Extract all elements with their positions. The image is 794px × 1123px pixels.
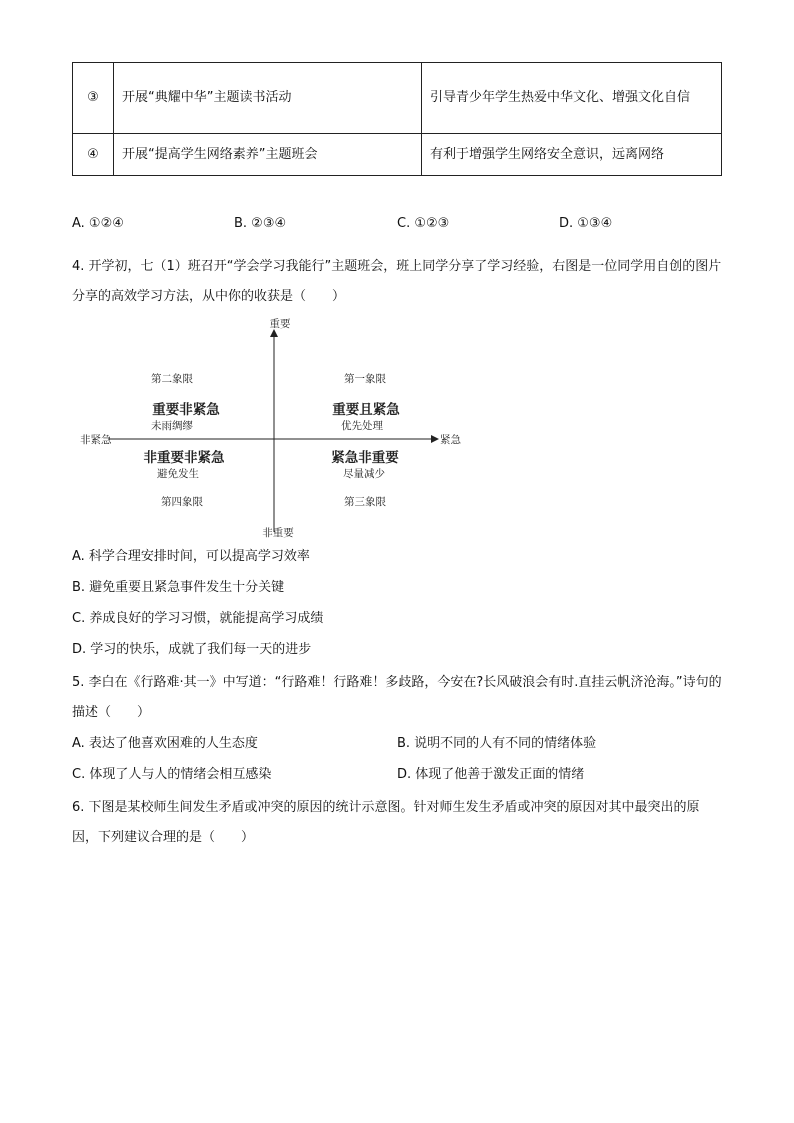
- q4-option-a[interactable]: A. 科学合理安排时间，可以提高学习效率: [72, 549, 310, 564]
- activity-table: [72, 62, 722, 176]
- q4-stem: 4. 开学初，七（1）班召开“学会学习我能行”主题班会，班上同学分享了学习经验，右图是一位同学用自创的图片分享的高效学习方法，从中你的收获是（ ）: [72, 259, 722, 304]
- row-number: ③: [73, 63, 114, 134]
- axis-label-right: 紧急: [440, 434, 461, 446]
- option-c[interactable]: C. ①②③: [397, 216, 450, 231]
- quadrant-1-name: 第一象限: [344, 373, 386, 385]
- axis-label-left: 非紧急: [80, 434, 112, 446]
- q4-option-d[interactable]: D. 学习的快乐，成就了我们每一天的进步: [72, 642, 312, 657]
- quadrant-1-sub: 优先处理: [341, 420, 383, 432]
- option-b[interactable]: B. ②③④: [234, 216, 287, 231]
- quadrant-3-name: 第三象限: [344, 496, 386, 508]
- q6-stem: 6. 下图是某校师生间发生矛盾或冲突的原因的统计示意图。针对师生发生矛盾或冲突的原因对其中最突出的原因，下列建议合理的是（ ）: [72, 800, 700, 845]
- q4-option-c[interactable]: C. 养成良好的学习习惯，就能提高学习成绩: [72, 611, 324, 626]
- quadrant-4-sub: 避免发生: [157, 468, 199, 480]
- q5-option-b[interactable]: B. 说明不同的人有不同的情绪体验: [397, 736, 597, 751]
- quadrant-1-title: 重要且紧急: [332, 402, 400, 418]
- activity-cell: 开展“典耀中华”主题读书活动: [114, 63, 422, 134]
- effect-cell: 有利于增强学生网络安全意识，远离网络: [422, 134, 722, 176]
- row-number: ④: [73, 134, 114, 176]
- quadrant-2-name: 第二象限: [151, 373, 193, 385]
- axis-label-bottom: 非重要: [262, 527, 294, 539]
- table-row: [73, 134, 722, 176]
- table-row: [73, 63, 722, 134]
- quadrant-4-title: 非重要非紧急: [143, 450, 225, 466]
- q5-stem: 5. 李白在《行路难·其一》中写道：“行路难！行路难！多歧路，今安在?长风破浪会有时.直挂云帆济沧海。”诗句的描述（ ）: [72, 675, 722, 720]
- q3-options: [72, 216, 722, 234]
- option-d[interactable]: D. ①③④: [559, 216, 613, 231]
- axis-label-top: 重要: [269, 318, 291, 330]
- q5-option-c[interactable]: C. 体现了人与人的情绪会相互感染: [72, 767, 272, 782]
- q5-option-a[interactable]: A. 表达了他喜欢困难的人生态度: [72, 736, 258, 751]
- time-quadrant-chart: [72, 310, 472, 542]
- q4-option-b[interactable]: B. 避免重要且紧急事件发生十分关键: [72, 580, 285, 595]
- effect-cell: 引导青少年学生热爱中华文化、增强文化自信: [422, 63, 722, 134]
- quadrant-2-sub: 未雨绸缪: [151, 420, 193, 432]
- quadrant-4-name: 第四象限: [161, 496, 203, 508]
- q5-option-d[interactable]: D. 体现了他善于激发正面的情绪: [397, 767, 585, 782]
- quadrant-3-sub: 尽量减少: [343, 468, 385, 480]
- option-a[interactable]: A. ①②④: [72, 216, 124, 231]
- quadrant-3-title: 紧急非重要: [331, 450, 399, 466]
- quadrant-2-title: 重要非紧急: [152, 402, 220, 418]
- activity-cell: 开展“提高学生网络素养”主题班会: [114, 134, 422, 176]
